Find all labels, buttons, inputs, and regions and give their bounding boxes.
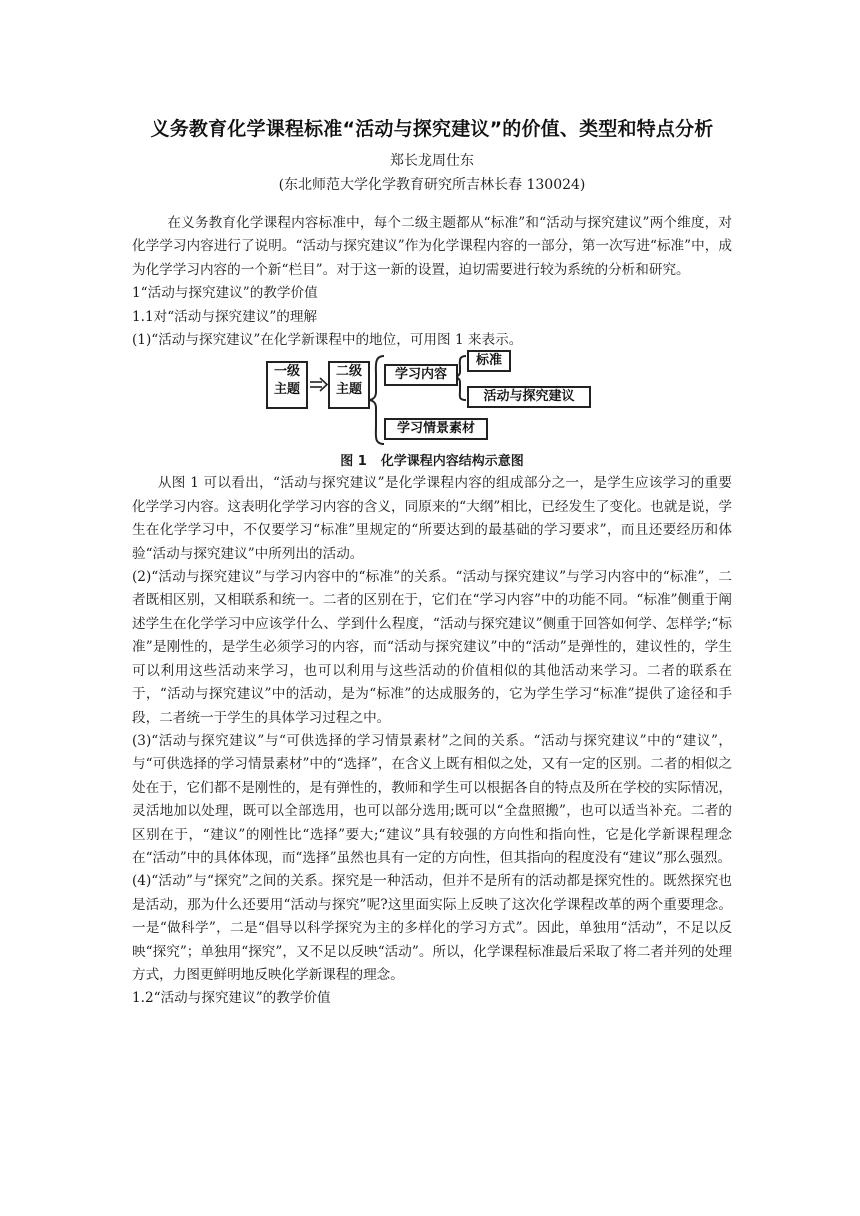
figure-caption-text: 化学课程内容结构示意图 xyxy=(380,454,524,470)
box-level2-line2: 主题 xyxy=(335,382,362,398)
intro-paragraph: 在义务教育化学课程内容标准中，每个二级主题都从“标准”和“活动与探究建议”两个维度，对化学学习内容进行了说明。“活动与探究建议”作为化学课程内容的一部分，第一次写进“标准”中，成为化学学习内容的一个新“栏目”。对于这一新的设置，迫切需要进行较为系统的分析和研究。 xyxy=(132,215,732,278)
box-learning-content: 学习内容 xyxy=(384,364,458,386)
box-level1-line1: 一级 xyxy=(273,364,300,380)
section-heading-1: 1“活动与探究建议”的教学价值 xyxy=(132,285,318,302)
paragraph-4: (4)“活动”与“探究”之间的关系。探究是一种活动，但并不是所有的活动都是探究性的。既然探究也是活动，那为什么还要用“活动与探究”呢?这里面实际上反映了这次化学课程改革的两个重要理念。一是“做科学”，二是“倡导以科学探究为主的多样化的学习方式”。因此，单独用“活动”，不足以反映“探究”；单独用“探究”，又不足以反映“活动”。所以，化学课程标准最后采取了将二者并列的处理方式，力图更鲜明地反映化学新课程的理念。 xyxy=(132,873,732,983)
box-activity-inquiry: 活动与探究建议 xyxy=(467,386,591,408)
box-learning-materials: 学习情景素材 xyxy=(384,418,488,440)
box-level1-line2: 主题 xyxy=(273,382,300,398)
paper-authors: 郑长龙周仕东 xyxy=(390,153,474,169)
paragraph-2: (2)“活动与探究建议”与学习内容中的“标准”的关系。“活动与探究建议”与学习内容中的“标准”，二者既相区别，又相联系和统一。二者的区别在于，它们在“学习内容”中的功能不同。“标准”侧重于阐述学生在化学学习中应该学什么、学到什么程度，“活动与探究建议”侧重于回答如何学、怎样学;“标准”是刚性的，是学生必须学习的内容，而“活动与探究建议”中的“活动”是弹性的，建议性的，学生可以利用这些活动来学习，也可以利用与这些活动的价值相似的其他活动来学习。二者的联系在于，“活动与探究建议”中的活动，是为“标准”的达成服务的，它为学生学习“标准”提供了途径和手段，二者统一于学生的具体学习过程之中。 xyxy=(132,569,732,726)
arrow-icon xyxy=(310,378,327,391)
box-standard: 标准 xyxy=(467,350,511,372)
paper-body xyxy=(132,212,732,1011)
box-level2-topic xyxy=(328,361,370,409)
section-heading-1-2: 1.2“活动与探究建议”的教学价值 xyxy=(132,990,331,1007)
section-heading-1-1: 1.1对“活动与探究建议”的理解 xyxy=(132,308,318,325)
paragraph-1: (1)“活动与探究建议”在化学新课程中的地位，可用图 1 来表示。 xyxy=(132,332,523,349)
figure-number: 图 1 xyxy=(340,454,367,470)
paper-title: 义务教育化学课程标准“活动与探究建议”的价值、类型和特点分析 xyxy=(150,118,714,140)
paragraph-3: (3)“活动与探究建议”与“可供选择的学习情景素材”之间的关系。“活动与探究建议”中的“建议”，与“可供选择的学习情景素材”中的“选择”，在含义上既有相似之处，又有一定的区别。二者的相似之处在于，它们都不是刚性的，是有弹性的，教师和学生可以根据各自的特点及所在学校的实际情况，灵活地加以处理，既可以全部选用，也可以部分选用;既可以“全盘照搬”，也可以适当补充。二者的区别在于，“建议”的刚性比“选择”要大;“建议”具有较强的方向性和指向性，它是化学新课程理念在“活动”中的具体体现，而“选择”虽然也具有一定的方向性，但其指向的程度没有“建议”那么强烈。 xyxy=(132,732,732,866)
figure-1 xyxy=(132,354,732,472)
paper-affiliation: (东北师范大学化学教育研究所吉林长春 130024) xyxy=(278,177,586,193)
box-level1-topic xyxy=(266,361,308,409)
box-level2-line1: 二级 xyxy=(335,364,362,380)
brace-left-icon xyxy=(368,356,384,444)
paragraph-after-figure: 从图 1 可以看出，“活动与探究建议”是化学课程内容的组成部分之一，是学生应该学习的重要化学学习内容。这表明化学学习内容的含义，同原来的“大纲”相比，已经发生了变化。也就是说，学生在化学学习中，不仅要学习“标准”里规定的“所要达到的最基础的学习要求”，而且还要经历和体验“活动与探究建议”中所列出的活动。 xyxy=(132,475,732,562)
figure-caption xyxy=(132,450,732,473)
